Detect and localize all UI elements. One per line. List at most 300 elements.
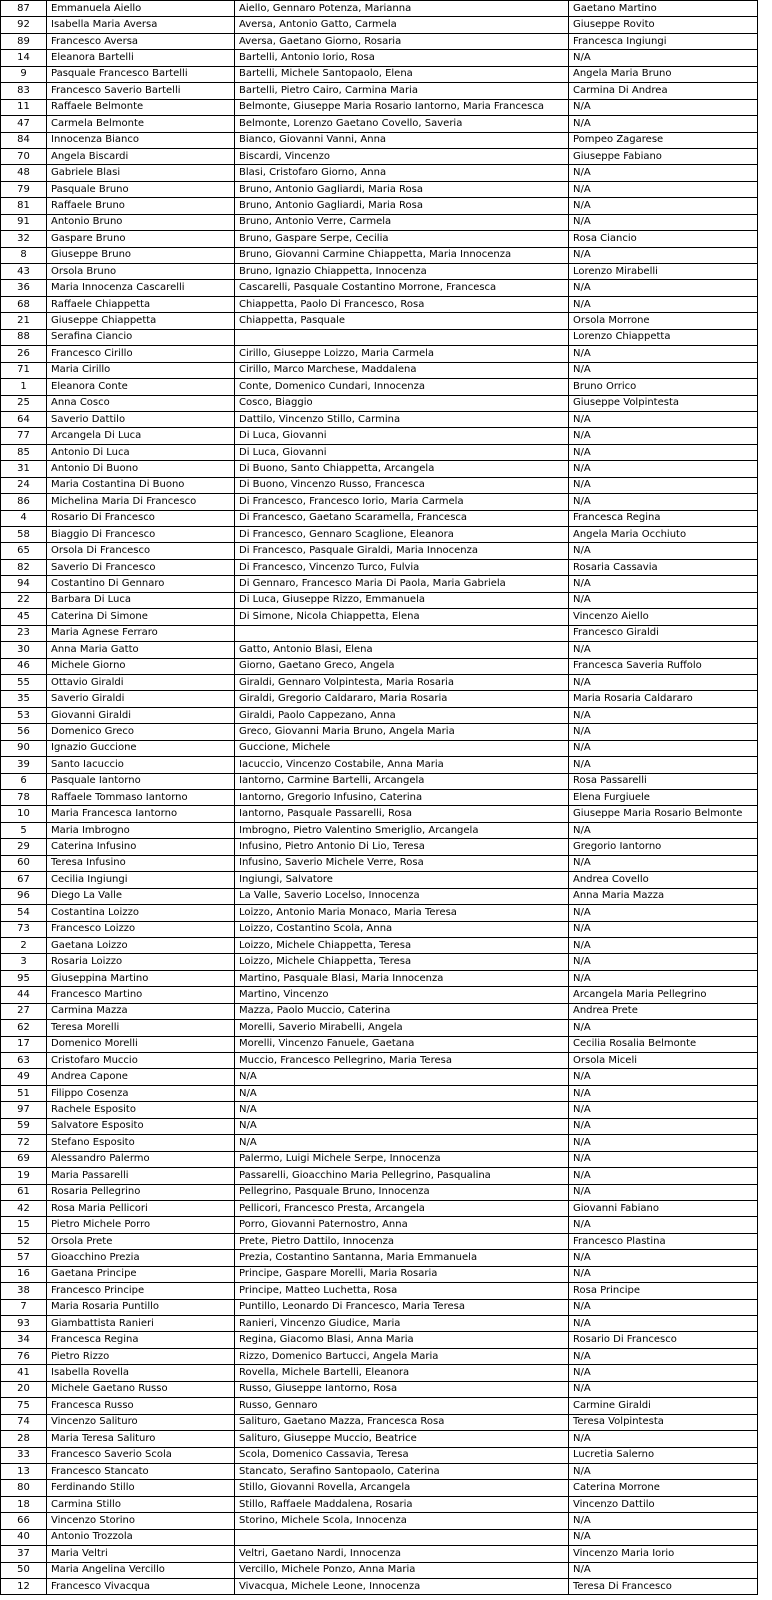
spouse-cell: Pompeo Zagarese <box>569 132 758 148</box>
person-name-cell: Ignazio Guccione <box>47 740 235 756</box>
table-row <box>1 296 758 312</box>
spouse-cell: Vincenzo Maria Iorio <box>569 1546 758 1562</box>
spouse-cell: N/A <box>569 1118 758 1134</box>
parents-cell: Martino, Vincenzo <box>235 987 569 1003</box>
person-name-cell: Serafina Ciancio <box>47 329 235 345</box>
record-number-cell: 14 <box>1 50 47 66</box>
table-row <box>1 428 758 444</box>
table-row <box>1 165 758 181</box>
table-row <box>1 543 758 559</box>
spouse-cell: N/A <box>569 740 758 756</box>
table-row <box>1 740 758 756</box>
parents-cell: Russo, Gennaro <box>235 1398 569 1414</box>
record-number-cell: 86 <box>1 494 47 510</box>
spouse-cell: Andrea Prete <box>569 1003 758 1019</box>
person-name-cell: Biaggio Di Francesco <box>47 527 235 543</box>
record-number-cell: 15 <box>1 1217 47 1233</box>
parents-cell: Bruno, Antonio Gagliardi, Maria Rosa <box>235 198 569 214</box>
person-name-cell: Vincenzo Salituro <box>47 1414 235 1430</box>
table-row <box>1 1168 758 1184</box>
person-name-cell: Francesca Regina <box>47 1332 235 1348</box>
table-row <box>1 17 758 33</box>
record-number-cell: 43 <box>1 264 47 280</box>
person-name-cell: Caterina Di Simone <box>47 609 235 625</box>
person-name-cell: Ferdinando Stillo <box>47 1480 235 1496</box>
spouse-cell: N/A <box>569 198 758 214</box>
spouse-cell: Giuseppe Rovito <box>569 17 758 33</box>
record-number-cell: 83 <box>1 83 47 99</box>
person-name-cell: Francesco Principe <box>47 1283 235 1299</box>
spouse-cell: N/A <box>569 970 758 986</box>
person-name-cell: Orsola Di Francesco <box>47 543 235 559</box>
table-row <box>1 231 758 247</box>
table-row <box>1 247 758 263</box>
spouse-cell: N/A <box>569 543 758 559</box>
person-name-cell: Maria Cirillo <box>47 362 235 378</box>
person-name-cell: Caterina Infusino <box>47 839 235 855</box>
record-number-cell: 39 <box>1 757 47 773</box>
record-number-cell: 69 <box>1 1151 47 1167</box>
table-row <box>1 395 758 411</box>
table-row <box>1 1053 758 1069</box>
parents-cell: Di Francesco, Pasquale Giraldi, Maria Innocenza <box>235 543 569 559</box>
record-number-cell: 1 <box>1 379 47 395</box>
parents-cell: Di Gennaro, Francesco Maria Di Paola, Maria Gabriela <box>235 576 569 592</box>
spouse-cell: Orsola Miceli <box>569 1053 758 1069</box>
spouse-cell: Caterina Morrone <box>569 1480 758 1496</box>
person-name-cell: Gaetana Loizzo <box>47 937 235 953</box>
parents-cell: Rovella, Michele Bartelli, Eleanora <box>235 1365 569 1381</box>
parents-cell: N/A <box>235 1069 569 1085</box>
spouse-cell: N/A <box>569 214 758 230</box>
record-number-cell: 32 <box>1 231 47 247</box>
table-row <box>1 527 758 543</box>
record-number-cell: 72 <box>1 1135 47 1151</box>
person-name-cell: Maria Rosaria Puntillo <box>47 1299 235 1315</box>
spouse-cell: N/A <box>569 1217 758 1233</box>
record-number-cell: 44 <box>1 987 47 1003</box>
record-number-cell: 74 <box>1 1414 47 1430</box>
record-number-cell: 29 <box>1 839 47 855</box>
spouse-cell: N/A <box>569 1562 758 1578</box>
table-row <box>1 411 758 427</box>
parents-cell: Storino, Michele Scola, Innocenza <box>235 1513 569 1529</box>
spouse-cell: Teresa Volpintesta <box>569 1414 758 1430</box>
spouse-cell: Lorenzo Chiappetta <box>569 329 758 345</box>
spouse-cell: Gregorio Iantorno <box>569 839 758 855</box>
person-name-cell: Arcangela Di Luca <box>47 428 235 444</box>
parents-cell: Blasi, Cristofaro Giorno, Anna <box>235 165 569 181</box>
record-number-cell: 6 <box>1 773 47 789</box>
record-number-cell: 11 <box>1 99 47 115</box>
parents-cell: Passarelli, Gioacchino Maria Pellegrino, Pasqualina <box>235 1168 569 1184</box>
person-name-cell: Gaetana Principe <box>47 1266 235 1282</box>
person-name-cell: Saverio Di Francesco <box>47 559 235 575</box>
parents-cell: Bruno, Antonio Verre, Carmela <box>235 214 569 230</box>
spouse-cell: Lorenzo Mirabelli <box>569 264 758 280</box>
person-name-cell: Carmela Belmonte <box>47 116 235 132</box>
record-number-cell: 54 <box>1 905 47 921</box>
person-name-cell: Filippo Cosenza <box>47 1085 235 1101</box>
table-row <box>1 1496 758 1512</box>
spouse-cell: Vincenzo Dattilo <box>569 1496 758 1512</box>
person-name-cell: Pietro Michele Porro <box>47 1217 235 1233</box>
table-row <box>1 1200 758 1216</box>
parents-cell: Aversa, Gaetano Giorno, Rosaria <box>235 33 569 49</box>
record-number-cell: 53 <box>1 707 47 723</box>
table-row <box>1 707 758 723</box>
record-number-cell: 16 <box>1 1266 47 1282</box>
person-name-cell: Maria Francesca Iantorno <box>47 806 235 822</box>
parents-cell: Stillo, Giovanni Rovella, Arcangela <box>235 1480 569 1496</box>
person-name-cell: Francesco Vivacqua <box>47 1579 235 1595</box>
parents-cell: Biscardi, Vincenzo <box>235 148 569 164</box>
record-number-cell: 30 <box>1 642 47 658</box>
spouse-cell: N/A <box>569 642 758 658</box>
parents-cell: Bartelli, Antonio Iorio, Rosa <box>235 50 569 66</box>
table-row <box>1 1332 758 1348</box>
record-number-cell: 28 <box>1 1431 47 1447</box>
record-number-cell: 77 <box>1 428 47 444</box>
table-row <box>1 658 758 674</box>
person-name-cell: Francesco Saverio Scola <box>47 1447 235 1463</box>
record-number-cell: 37 <box>1 1546 47 1562</box>
record-number-cell: 48 <box>1 165 47 181</box>
table-row <box>1 1365 758 1381</box>
table-row <box>1 1266 758 1282</box>
record-number-cell: 24 <box>1 477 47 493</box>
table-row <box>1 1217 758 1233</box>
spouse-cell: N/A <box>569 954 758 970</box>
table-row <box>1 444 758 460</box>
parents-cell: Giraldi, Gennaro Volpintesta, Maria Rosaria <box>235 674 569 690</box>
person-name-cell: Maria Costantina Di Buono <box>47 477 235 493</box>
person-name-cell: Domenico Greco <box>47 724 235 740</box>
spouse-cell: Rosa Principe <box>569 1283 758 1299</box>
parents-cell: Martino, Pasquale Blasi, Maria Innocenza <box>235 970 569 986</box>
person-name-cell: Andrea Capone <box>47 1069 235 1085</box>
person-name-cell: Pietro Rizzo <box>47 1348 235 1364</box>
table-row <box>1 674 758 690</box>
person-name-cell: Salvatore Esposito <box>47 1118 235 1134</box>
spouse-cell: N/A <box>569 592 758 608</box>
person-name-cell: Michele Giorno <box>47 658 235 674</box>
person-name-cell: Raffaele Belmonte <box>47 99 235 115</box>
table-row <box>1 888 758 904</box>
parents-cell: Loizzo, Michele Chiappetta, Teresa <box>235 937 569 953</box>
parents-cell: Morelli, Vincenzo Fanuele, Gaetana <box>235 1036 569 1052</box>
spouse-cell: N/A <box>569 1299 758 1315</box>
parents-cell: Chiappetta, Paolo Di Francesco, Rosa <box>235 296 569 312</box>
spouse-cell: Vincenzo Aiello <box>569 609 758 625</box>
record-number-cell: 57 <box>1 1250 47 1266</box>
person-name-cell: Cristofaro Muccio <box>47 1053 235 1069</box>
record-number-cell: 79 <box>1 181 47 197</box>
table-row <box>1 198 758 214</box>
parents-cell: Aversa, Antonio Gatto, Carmela <box>235 17 569 33</box>
table-row <box>1 33 758 49</box>
table-row <box>1 50 758 66</box>
spouse-cell: N/A <box>569 1102 758 1118</box>
table-row <box>1 954 758 970</box>
parents-cell <box>235 625 569 641</box>
parents-cell: La Valle, Saverio Locelso, Innocenza <box>235 888 569 904</box>
spouse-cell: N/A <box>569 411 758 427</box>
spouse-cell: N/A <box>569 1085 758 1101</box>
parents-cell: Mazza, Paolo Muccio, Caterina <box>235 1003 569 1019</box>
table-row <box>1 1102 758 1118</box>
parents-cell: Giraldi, Paolo Cappezano, Anna <box>235 707 569 723</box>
person-name-cell: Gaspare Bruno <box>47 231 235 247</box>
table-row <box>1 280 758 296</box>
person-name-cell: Gioacchino Prezia <box>47 1250 235 1266</box>
spouse-cell: N/A <box>569 822 758 838</box>
table-row <box>1 625 758 641</box>
table-row <box>1 559 758 575</box>
parents-cell: Greco, Giovanni Maria Bruno, Angela Maria <box>235 724 569 740</box>
spouse-cell: Angela Maria Occhiuto <box>569 527 758 543</box>
record-number-cell: 3 <box>1 954 47 970</box>
parents-cell: Ingiungi, Salvatore <box>235 872 569 888</box>
person-name-cell: Costantino Di Gennaro <box>47 576 235 592</box>
spouse-cell: N/A <box>569 855 758 871</box>
parents-cell: Giorno, Gaetano Greco, Angela <box>235 658 569 674</box>
person-name-cell: Santo Iacuccio <box>47 757 235 773</box>
parents-cell: Iantorno, Gregorio Infusino, Caterina <box>235 790 569 806</box>
spouse-cell: Lucretia Salerno <box>569 1447 758 1463</box>
spouse-cell: N/A <box>569 99 758 115</box>
parents-cell: N/A <box>235 1135 569 1151</box>
person-name-cell: Raffaele Chiappetta <box>47 296 235 312</box>
spouse-cell: N/A <box>569 707 758 723</box>
parents-cell: Bruno, Giovanni Carmine Chiappetta, Maria Innocenza <box>235 247 569 263</box>
table-row <box>1 329 758 345</box>
parents-cell: Porro, Giovanni Paternostro, Anna <box>235 1217 569 1233</box>
table-row <box>1 510 758 526</box>
parents-cell: Salituro, Giuseppe Muccio, Beatrice <box>235 1431 569 1447</box>
parents-cell: Di Luca, Giovanni <box>235 428 569 444</box>
record-number-cell: 68 <box>1 296 47 312</box>
parents-cell: Principe, Gaspare Morelli, Maria Rosaria <box>235 1266 569 1282</box>
parents-cell: Pellicori, Francesco Presta, Arcangela <box>235 1200 569 1216</box>
parents-cell: Infusino, Pietro Antonio Di Lio, Teresa <box>235 839 569 855</box>
parents-cell: Infusino, Saverio Michele Verre, Rosa <box>235 855 569 871</box>
parents-cell: Russo, Giuseppe Iantorno, Rosa <box>235 1381 569 1397</box>
table-row <box>1 1348 758 1364</box>
table-row <box>1 1546 758 1562</box>
parents-cell: Principe, Matteo Luchetta, Rosa <box>235 1283 569 1299</box>
person-name-cell: Domenico Morelli <box>47 1036 235 1052</box>
spouse-cell: N/A <box>569 428 758 444</box>
table-row <box>1 987 758 1003</box>
person-name-cell: Maria Imbrogno <box>47 822 235 838</box>
table-row <box>1 724 758 740</box>
record-number-cell: 94 <box>1 576 47 592</box>
record-number-cell: 90 <box>1 740 47 756</box>
spouse-cell: Rosario Di Francesco <box>569 1332 758 1348</box>
record-number-cell: 92 <box>1 17 47 33</box>
spouse-cell: Gaetano Martino <box>569 1 758 17</box>
table-row <box>1 1529 758 1545</box>
table-row <box>1 461 758 477</box>
table-row <box>1 970 758 986</box>
table-row <box>1 592 758 608</box>
spouse-cell: Giuseppe Volpintesta <box>569 395 758 411</box>
parents-cell: N/A <box>235 1085 569 1101</box>
table-row <box>1 1250 758 1266</box>
person-name-cell: Orsola Prete <box>47 1233 235 1249</box>
record-number-cell: 93 <box>1 1316 47 1332</box>
spouse-cell: N/A <box>569 1020 758 1036</box>
person-name-cell: Rosa Maria Pellicori <box>47 1200 235 1216</box>
person-name-cell: Eleanora Bartelli <box>47 50 235 66</box>
parents-cell: Iantorno, Pasquale Passarelli, Rosa <box>235 806 569 822</box>
parents-cell: Di Luca, Giovanni <box>235 444 569 460</box>
record-number-cell: 22 <box>1 592 47 608</box>
record-number-cell: 51 <box>1 1085 47 1101</box>
table-row <box>1 379 758 395</box>
table-row <box>1 1020 758 1036</box>
record-number-cell: 87 <box>1 1 47 17</box>
spouse-cell: N/A <box>569 1151 758 1167</box>
spouse-cell: N/A <box>569 674 758 690</box>
record-number-cell: 49 <box>1 1069 47 1085</box>
spouse-cell: Francesco Giraldi <box>569 625 758 641</box>
person-name-cell: Rosaria Pellegrino <box>47 1184 235 1200</box>
table-row <box>1 264 758 280</box>
table-row <box>1 1 758 17</box>
table-row <box>1 576 758 592</box>
spouse-cell: N/A <box>569 1431 758 1447</box>
person-name-cell: Francesco Saverio Bartelli <box>47 83 235 99</box>
person-name-cell: Antonio Di Buono <box>47 461 235 477</box>
parents-cell: Veltri, Gaetano Nardi, Innocenza <box>235 1546 569 1562</box>
person-name-cell: Isabella Maria Aversa <box>47 17 235 33</box>
record-number-cell: 73 <box>1 921 47 937</box>
table-row <box>1 1085 758 1101</box>
table-row <box>1 83 758 99</box>
person-name-cell: Carmina Stillo <box>47 1496 235 1512</box>
person-name-cell: Cecilia Ingiungi <box>47 872 235 888</box>
record-number-cell: 70 <box>1 148 47 164</box>
parents-cell: Vivacqua, Michele Leone, Innocenza <box>235 1579 569 1595</box>
spouse-cell: Francesca Saveria Ruffolo <box>569 658 758 674</box>
parents-cell <box>235 329 569 345</box>
table-row <box>1 872 758 888</box>
record-number-cell: 2 <box>1 937 47 953</box>
spouse-cell: Andrea Covello <box>569 872 758 888</box>
record-number-cell: 56 <box>1 724 47 740</box>
table-row <box>1 1036 758 1052</box>
person-name-cell: Francesco Cirillo <box>47 346 235 362</box>
parents-cell: Imbrogno, Pietro Valentino Smeriglio, Arcangela <box>235 822 569 838</box>
person-name-cell: Raffaele Tommaso Iantorno <box>47 790 235 806</box>
person-name-cell: Teresa Morelli <box>47 1020 235 1036</box>
person-name-cell: Innocenza Bianco <box>47 132 235 148</box>
person-name-cell: Maria Teresa Salituro <box>47 1431 235 1447</box>
spouse-cell: Rosa Ciancio <box>569 231 758 247</box>
records-table-body <box>1 1 758 1595</box>
table-row <box>1 905 758 921</box>
parents-cell: Pellegrino, Pasquale Bruno, Innocenza <box>235 1184 569 1200</box>
person-name-cell: Michele Gaetano Russo <box>47 1381 235 1397</box>
spouse-cell: N/A <box>569 247 758 263</box>
parents-cell: Di Francesco, Francesco Iorio, Maria Carmela <box>235 494 569 510</box>
record-number-cell: 78 <box>1 790 47 806</box>
table-row <box>1 642 758 658</box>
person-name-cell: Teresa Infusino <box>47 855 235 871</box>
person-name-cell: Giuseppina Martino <box>47 970 235 986</box>
record-number-cell: 36 <box>1 280 47 296</box>
record-number-cell: 59 <box>1 1118 47 1134</box>
person-name-cell: Giuseppe Bruno <box>47 247 235 263</box>
person-name-cell: Maria Innocenza Cascarelli <box>47 280 235 296</box>
spouse-cell: N/A <box>569 362 758 378</box>
table-row <box>1 1069 758 1085</box>
parents-cell: Cirillo, Giuseppe Loizzo, Maria Carmela <box>235 346 569 362</box>
spouse-cell: N/A <box>569 937 758 953</box>
parents-cell: Loizzo, Michele Chiappetta, Teresa <box>235 954 569 970</box>
spouse-cell: Giuseppe Maria Rosario Belmonte <box>569 806 758 822</box>
spouse-cell: N/A <box>569 165 758 181</box>
spouse-cell: Cecilia Rosalia Belmonte <box>569 1036 758 1052</box>
record-number-cell: 58 <box>1 527 47 543</box>
record-number-cell: 27 <box>1 1003 47 1019</box>
person-name-cell: Francesco Loizzo <box>47 921 235 937</box>
record-number-cell: 65 <box>1 543 47 559</box>
spouse-cell: N/A <box>569 1348 758 1364</box>
parents-cell: Palermo, Luigi Michele Serpe, Innocenza <box>235 1151 569 1167</box>
record-number-cell: 67 <box>1 872 47 888</box>
spouse-cell: Maria Rosaria Caldararo <box>569 691 758 707</box>
record-number-cell: 26 <box>1 346 47 362</box>
parents-cell: Guccione, Michele <box>235 740 569 756</box>
table-row <box>1 1283 758 1299</box>
parents-cell: Iacuccio, Vincenzo Costabile, Anna Maria <box>235 757 569 773</box>
table-row <box>1 1299 758 1315</box>
spouse-cell: Teresa Di Francesco <box>569 1579 758 1595</box>
parents-cell: Belmonte, Lorenzo Gaetano Covello, Saveria <box>235 116 569 132</box>
record-number-cell: 40 <box>1 1529 47 1545</box>
table-row <box>1 313 758 329</box>
person-name-cell: Giambattista Ranieri <box>47 1316 235 1332</box>
spouse-cell: Orsola Morrone <box>569 313 758 329</box>
person-name-cell: Pasquale Francesco Bartelli <box>47 66 235 82</box>
person-name-cell: Antonio Di Luca <box>47 444 235 460</box>
table-row <box>1 1316 758 1332</box>
record-number-cell: 46 <box>1 658 47 674</box>
spouse-cell: N/A <box>569 494 758 510</box>
parents-cell: Vercillo, Michele Ponzo, Anna Maria <box>235 1562 569 1578</box>
record-number-cell: 50 <box>1 1562 47 1578</box>
spouse-cell: Giovanni Fabiano <box>569 1200 758 1216</box>
parents-cell: Di Luca, Giuseppe Rizzo, Emmanuela <box>235 592 569 608</box>
record-number-cell: 61 <box>1 1184 47 1200</box>
record-number-cell: 64 <box>1 411 47 427</box>
record-number-cell: 47 <box>1 116 47 132</box>
spouse-cell: Elena Furgiuele <box>569 790 758 806</box>
table-row <box>1 1184 758 1200</box>
record-number-cell: 71 <box>1 362 47 378</box>
table-row <box>1 822 758 838</box>
record-number-cell: 55 <box>1 674 47 690</box>
table-row <box>1 1447 758 1463</box>
parents-cell: Stancato, Serafino Santopaolo, Caterina <box>235 1463 569 1479</box>
record-number-cell: 13 <box>1 1463 47 1479</box>
table-row <box>1 1233 758 1249</box>
person-name-cell: Maria Veltri <box>47 1546 235 1562</box>
spouse-cell: N/A <box>569 921 758 937</box>
